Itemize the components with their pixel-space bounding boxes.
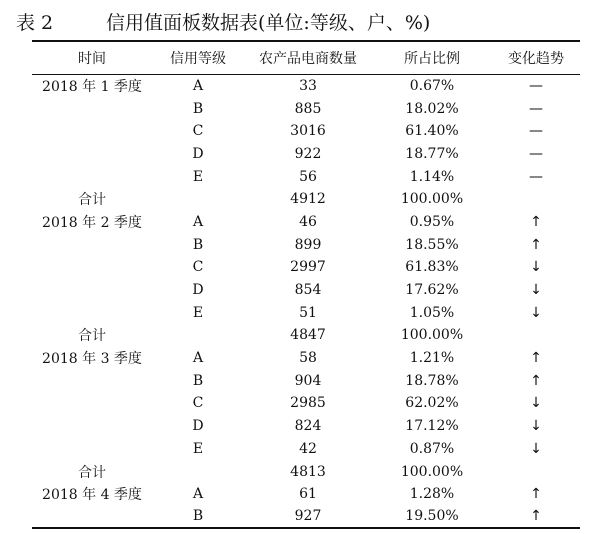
cell-trend: ↑ xyxy=(530,236,542,253)
cell-time: 2018 年 3 季度 xyxy=(42,351,142,368)
cell-credit-grade: D xyxy=(192,145,204,162)
cell-time xyxy=(32,143,152,166)
cell-trend: ↓ xyxy=(530,418,542,435)
cell-credit-grade: B xyxy=(192,100,204,117)
table-title: 信用值面板数据表(单位:等级、户、%) xyxy=(106,12,431,34)
cell-proportion: 100.00% xyxy=(400,463,464,480)
cell-trend: ↓ xyxy=(530,259,542,276)
cell-time: 2018 年 2 季度 xyxy=(42,214,142,231)
cell-merchant-count: 2985 xyxy=(290,395,326,412)
table-row xyxy=(32,392,580,415)
header-proportion: 所占比例 xyxy=(404,51,460,67)
cell-time xyxy=(32,97,152,120)
cell-credit-grade: A xyxy=(192,213,204,230)
cell-merchant-count: 4847 xyxy=(290,327,326,344)
table-row xyxy=(32,97,580,120)
cell-proportion: 1.14% xyxy=(409,168,455,185)
cell-time: 合计 xyxy=(78,464,106,481)
table-row xyxy=(32,143,580,166)
cell-trend: — xyxy=(529,100,543,117)
cell-trend: ↑ xyxy=(530,213,542,230)
cell-proportion: 1.28% xyxy=(409,486,455,503)
cell-proportion: 17.12% xyxy=(405,418,459,435)
cell-time xyxy=(32,392,152,415)
cell-time xyxy=(32,369,152,392)
cell-credit-grade: D xyxy=(192,282,204,299)
cell-credit-grade: C xyxy=(192,123,204,140)
table-number: 表 2 xyxy=(16,12,54,34)
cell-credit-grade: E xyxy=(192,440,204,457)
cell-credit-grade: B xyxy=(192,372,204,389)
cell-merchant-count: 4912 xyxy=(290,191,326,208)
table-row xyxy=(32,460,580,483)
cell-proportion: 0.87% xyxy=(409,440,455,457)
table-row xyxy=(32,233,580,256)
cell-trend: ↑ xyxy=(530,372,542,389)
cell-credit-grade: B xyxy=(192,508,204,525)
header-credit-grade: 信用等级 xyxy=(170,51,226,67)
table-row xyxy=(32,369,580,392)
cell-proportion: 62.02% xyxy=(405,395,459,412)
table-row xyxy=(32,256,580,279)
cell-time xyxy=(32,301,152,324)
table-row xyxy=(32,301,580,324)
table-row xyxy=(32,75,580,98)
cell-credit-grade: C xyxy=(192,259,204,276)
cell-trend: ↑ xyxy=(530,508,542,525)
cell-time xyxy=(32,120,152,143)
cell-proportion: 0.95% xyxy=(409,213,455,230)
cell-credit-grade: D xyxy=(192,418,204,435)
cell-trend: ↑ xyxy=(530,350,542,367)
header-time: 时间 xyxy=(78,51,106,67)
cell-merchant-count: 854 xyxy=(294,282,322,299)
table-caption xyxy=(16,8,430,38)
cell-trend: ↑ xyxy=(530,486,542,503)
cell-time: 2018 年 1 季度 xyxy=(42,79,142,96)
cell-merchant-count: 56 xyxy=(299,168,317,185)
cell-credit-grade xyxy=(152,460,244,483)
table-row xyxy=(32,165,580,188)
table-row xyxy=(32,347,580,370)
table-header xyxy=(32,41,580,75)
cell-merchant-count: 927 xyxy=(294,508,322,525)
cell-proportion: 100.00% xyxy=(400,327,464,344)
table-row xyxy=(32,506,580,529)
cell-credit-grade xyxy=(152,324,244,347)
cell-time: 2018 年 4 季度 xyxy=(42,487,142,504)
cell-trend: — xyxy=(529,78,543,95)
cell-trend: ↓ xyxy=(530,282,542,299)
cell-time xyxy=(32,438,152,461)
cell-credit-grade xyxy=(152,188,244,211)
cell-merchant-count: 46 xyxy=(299,213,317,230)
cell-proportion: 61.40% xyxy=(405,123,459,140)
cell-merchant-count: 51 xyxy=(299,304,317,321)
cell-trend: ↓ xyxy=(530,395,542,412)
cell-proportion: 61.83% xyxy=(405,259,459,276)
header-trend: 变化趋势 xyxy=(508,51,564,67)
cell-merchant-count: 922 xyxy=(294,145,322,162)
cell-merchant-count: 885 xyxy=(294,100,322,117)
cell-merchant-count: 824 xyxy=(294,418,322,435)
cell-credit-grade: A xyxy=(192,350,204,367)
table-row xyxy=(32,415,580,438)
table-row xyxy=(32,120,580,143)
cell-proportion: 18.78% xyxy=(405,372,459,389)
cell-merchant-count: 899 xyxy=(294,236,322,253)
table-body xyxy=(32,75,580,529)
cell-time: 合计 xyxy=(78,192,106,209)
cell-merchant-count: 58 xyxy=(299,350,317,367)
cell-proportion: 19.50% xyxy=(405,508,459,525)
cell-merchant-count: 61 xyxy=(299,486,317,503)
cell-proportion: 18.55% xyxy=(405,236,459,253)
cell-merchant-count: 2997 xyxy=(290,259,326,276)
cell-trend: — xyxy=(529,123,543,140)
cell-time: 合计 xyxy=(78,328,106,345)
cell-trend: ↓ xyxy=(530,440,542,457)
cell-proportion: 1.21% xyxy=(409,350,455,367)
cell-merchant-count: 33 xyxy=(299,78,317,95)
cell-credit-grade: E xyxy=(192,168,204,185)
cell-time xyxy=(32,506,152,529)
cell-credit-grade: E xyxy=(192,304,204,321)
cell-time xyxy=(32,415,152,438)
cell-time xyxy=(32,256,152,279)
table-row xyxy=(32,279,580,302)
cell-trend xyxy=(492,324,580,347)
cell-trend: — xyxy=(529,168,543,185)
credit-value-table xyxy=(32,40,580,529)
cell-merchant-count: 904 xyxy=(294,372,322,389)
table-row xyxy=(32,211,580,234)
cell-credit-grade: A xyxy=(192,78,204,95)
cell-proportion: 0.67% xyxy=(409,78,455,95)
cell-proportion: 18.02% xyxy=(405,100,459,117)
cell-proportion: 17.62% xyxy=(405,282,459,299)
cell-merchant-count: 4813 xyxy=(290,463,326,480)
cell-trend xyxy=(492,188,580,211)
cell-proportion: 18.77% xyxy=(405,145,459,162)
table-row xyxy=(32,324,580,347)
cell-credit-grade: A xyxy=(192,486,204,503)
cell-trend: — xyxy=(529,145,543,162)
cell-time xyxy=(32,165,152,188)
cell-merchant-count: 3016 xyxy=(290,123,326,140)
cell-proportion: 100.00% xyxy=(400,191,464,208)
cell-time xyxy=(32,279,152,302)
header-row xyxy=(32,41,580,75)
cell-time xyxy=(32,233,152,256)
cell-merchant-count: 42 xyxy=(299,440,317,457)
cell-credit-grade: C xyxy=(192,395,204,412)
cell-trend xyxy=(492,460,580,483)
credit-table-container xyxy=(32,40,580,529)
cell-trend: ↓ xyxy=(530,304,542,321)
cell-credit-grade: B xyxy=(192,236,204,253)
header-merchant-count: 农产品电商数量 xyxy=(259,51,357,67)
table-row xyxy=(32,438,580,461)
cell-proportion: 1.05% xyxy=(409,304,455,321)
table-row xyxy=(32,188,580,211)
table-row xyxy=(32,483,580,506)
